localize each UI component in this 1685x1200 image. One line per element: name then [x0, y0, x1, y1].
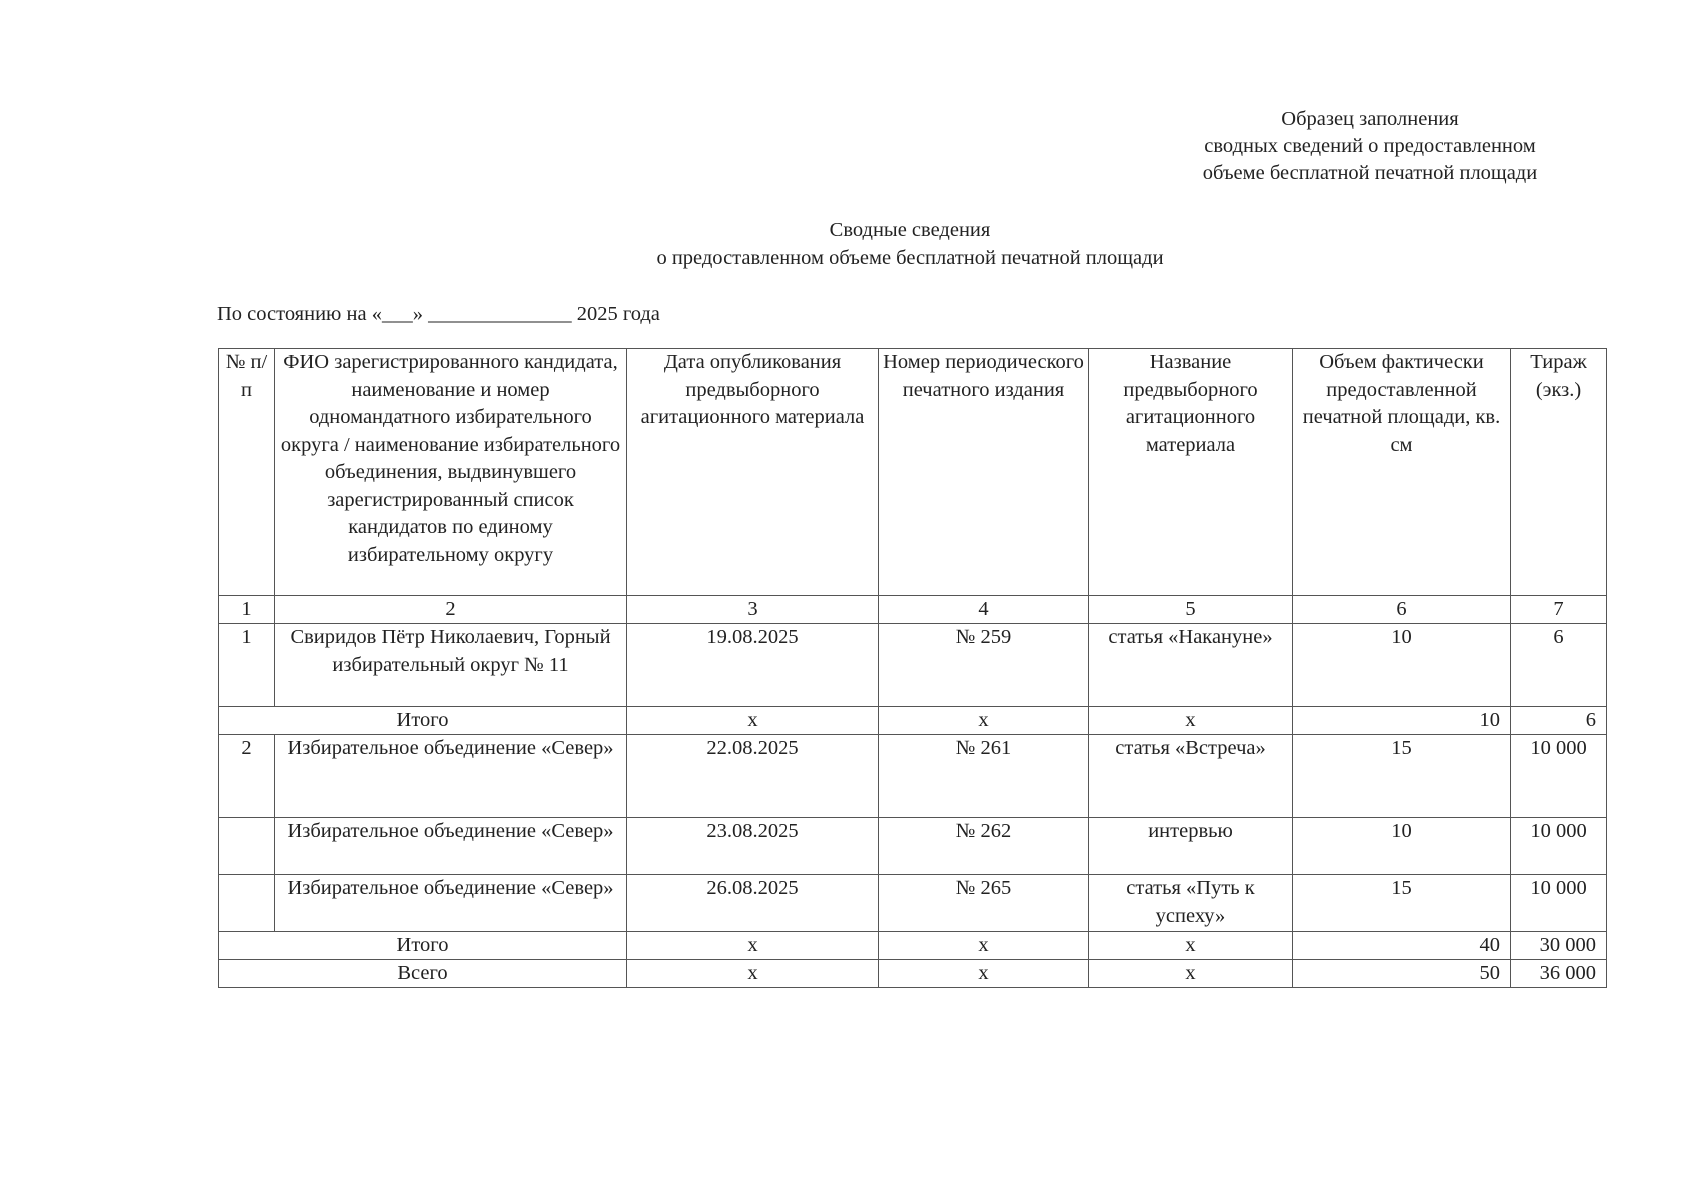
subtotal-issue-cell: х: [879, 707, 1089, 735]
table-row: [219, 624, 1607, 707]
publication-date-cell: 19.08.2025: [627, 624, 879, 707]
sample-header: [1170, 106, 1570, 187]
issue-number-cell: № 259: [879, 624, 1089, 707]
header-cell: ФИО зарегистрированного кандидата, наименование и номер одномандатного избирательного округа / наименование избирательного объединения, выдвинувшего зарегистрированный список кандидатов по единому избирательному округу: [275, 349, 627, 596]
subtotal-row: [219, 932, 1607, 960]
candidate-name-cell: Избирательное объединение «Север»: [275, 875, 627, 932]
material-title-cell: статья «Встреча»: [1089, 735, 1293, 818]
subtotal-copies-cell: 6: [1511, 707, 1607, 735]
header-cell: Тираж (экз.): [1511, 349, 1607, 596]
candidate-name-cell: Свиридов Пётр Николаевич, Горный избирательный округ № 11: [275, 624, 627, 707]
column-number-cell: 4: [879, 596, 1089, 624]
publication-date-cell: 22.08.2025: [627, 735, 879, 818]
issue-number-cell: № 261: [879, 735, 1089, 818]
total-copies-cell: 36 000: [1511, 960, 1607, 988]
publication-date-cell: 23.08.2025: [627, 818, 879, 875]
header-cell: Название предвыборного агитационного материала: [1089, 349, 1293, 596]
material-title-cell: статья «Накануне»: [1089, 624, 1293, 707]
header-cell: Номер периодического печатного издания: [879, 349, 1089, 596]
table-row: [219, 735, 1607, 818]
row-number-cell: [219, 875, 275, 932]
column-number-row: [219, 596, 1607, 624]
column-number-cell: 1: [219, 596, 275, 624]
copies-cell: 6: [1511, 624, 1607, 707]
candidate-name-cell: Избирательное объединение «Север»: [275, 735, 627, 818]
sample-header-line: сводных сведений о предоставленном: [1204, 135, 1536, 157]
total-issue-cell: х: [879, 960, 1089, 988]
subtotal-issue-cell: х: [879, 932, 1089, 960]
column-number-cell: 6: [1293, 596, 1511, 624]
material-title-cell: интервью: [1089, 818, 1293, 875]
column-number-cell: 5: [1089, 596, 1293, 624]
area-cell: 10: [1293, 818, 1511, 875]
header-cell: Дата опубликования предвыборного агитационного материала: [627, 349, 879, 596]
total-date-cell: х: [627, 960, 879, 988]
subtotal-date-cell: х: [627, 932, 879, 960]
column-number-cell: 2: [275, 596, 627, 624]
subtotal-copies-cell: 30 000: [1511, 932, 1607, 960]
row-number-cell: [219, 818, 275, 875]
as-of-date-line: По состоянию на «___» ______________ 2025 года: [217, 303, 660, 325]
column-number-cell: 3: [627, 596, 879, 624]
subtotal-row: [219, 707, 1607, 735]
subtotal-label-cell: Итого: [219, 707, 627, 735]
copies-cell: 10 000: [1511, 818, 1607, 875]
header-cell: № п/п: [219, 349, 275, 596]
subtotal-material-cell: х: [1089, 707, 1293, 735]
title-line: о предоставленном объеме бесплатной печатной площади: [656, 247, 1164, 269]
candidate-name-cell: Избирательное объединение «Север»: [275, 818, 627, 875]
total-material-cell: х: [1089, 960, 1293, 988]
total-label-cell: Всего: [219, 960, 627, 988]
title-line: Сводные сведения: [829, 219, 991, 241]
material-title-cell: статья «Путь к успеху»: [1089, 875, 1293, 932]
table-row: [219, 875, 1607, 932]
table-row: [219, 818, 1607, 875]
grand-total-row: [219, 960, 1607, 988]
copies-cell: 10 000: [1511, 875, 1607, 932]
sample-header-line: объеме бесплатной печатной площади: [1202, 162, 1538, 184]
table-header-row: [219, 349, 1607, 596]
subtotal-label-cell: Итого: [219, 932, 627, 960]
row-number-cell: 1: [219, 624, 275, 707]
sample-header-line: Образец заполнения: [1281, 108, 1459, 130]
subtotal-area-cell: 10: [1293, 707, 1511, 735]
issue-number-cell: № 265: [879, 875, 1089, 932]
publication-date-cell: 26.08.2025: [627, 875, 879, 932]
summary-table: [218, 348, 1607, 988]
subtotal-area-cell: 40: [1293, 932, 1511, 960]
issue-number-cell: № 262: [879, 818, 1089, 875]
header-cell: Объем фактически предоставленной печатной площади, кв. см: [1293, 349, 1511, 596]
subtotal-date-cell: х: [627, 707, 879, 735]
subtotal-material-cell: х: [1089, 932, 1293, 960]
copies-cell: 10 000: [1511, 735, 1607, 818]
column-number-cell: 7: [1511, 596, 1607, 624]
total-area-cell: 50: [1293, 960, 1511, 988]
document-title: [430, 216, 1390, 272]
area-cell: 15: [1293, 735, 1511, 818]
row-number-cell: 2: [219, 735, 275, 818]
area-cell: 10: [1293, 624, 1511, 707]
area-cell: 15: [1293, 875, 1511, 932]
